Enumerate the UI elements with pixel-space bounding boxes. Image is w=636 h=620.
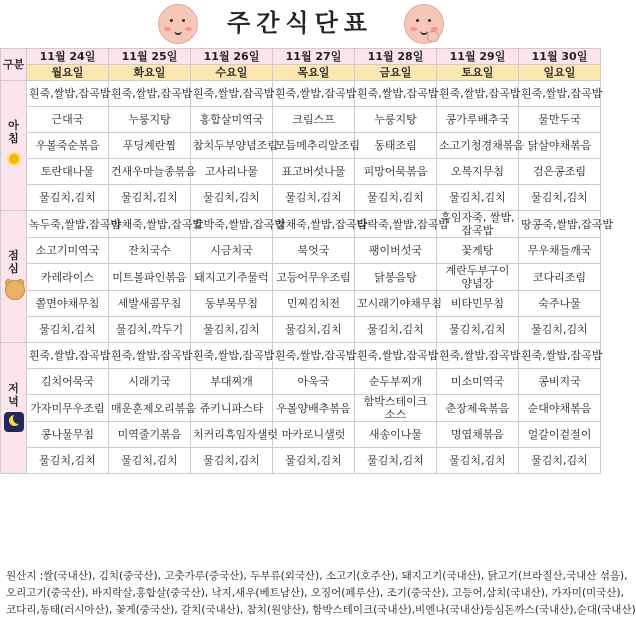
menu-cell: 물김치,김치 xyxy=(437,317,519,343)
menu-cell: 얼갈이겉절이 xyxy=(519,422,601,448)
menu-cell: 함박스테이크 소스 xyxy=(355,395,437,422)
menu-cell: 물김치,김치 xyxy=(27,317,109,343)
menu-row xyxy=(1,369,601,395)
menu-cell: 오복지무침 xyxy=(437,159,519,185)
weekly-menu-table xyxy=(0,48,614,474)
menu-cell: 쫄면야채무침 xyxy=(27,291,109,317)
menu-cell: 고사리나물 xyxy=(191,159,273,185)
menu-cell: 물김치,김치 xyxy=(355,185,437,211)
meal-label-cell xyxy=(1,81,27,211)
menu-cell: 홍합살미역국 xyxy=(191,107,273,133)
menu-cell: 물만두국 xyxy=(519,107,601,133)
menu-cell: 참치두부양념조림 xyxy=(191,133,273,159)
menu-cell: 매운훈제오리볶음 xyxy=(109,395,191,422)
menu-cell: 팽이버섯국 xyxy=(355,238,437,264)
menu-cell: 물김치,깍두기 xyxy=(109,317,191,343)
menu-cell: 물김치,김치 xyxy=(355,448,437,474)
menu-cell: 청채죽,쌀밥,잡곡밥 xyxy=(273,211,355,238)
menu-cell: 물김치,김치 xyxy=(191,448,273,474)
menu-cell: 토란대나물 xyxy=(27,159,109,185)
menu-cell: 물김치,김치 xyxy=(273,448,355,474)
weekday-header: 수요일 xyxy=(191,65,273,81)
meal-label-cell xyxy=(1,211,27,343)
menu-cell: 숙주나물 xyxy=(519,291,601,317)
weekday-header-row xyxy=(1,65,601,81)
menu-cell: 타락죽,쌀밥,잡곡밥 xyxy=(355,211,437,238)
menu-row xyxy=(1,185,601,211)
weekday-header: 월요일 xyxy=(27,65,109,81)
menu-cell: 순대야채볶음 xyxy=(519,395,601,422)
menu-cell: 흰죽,쌀밥,잡곡밥 xyxy=(273,343,355,369)
menu-cell: 흰죽,쌀밥,잡곡밥 xyxy=(355,81,437,107)
menu-cell: 야채죽,쌀밥,잡곡밥 xyxy=(109,211,191,238)
menu-cell: 흰죽,쌀밥,잡곡밥 xyxy=(519,81,601,107)
menu-cell: 순두부찌개 xyxy=(355,369,437,395)
date-header: 11월 29일 xyxy=(437,49,519,65)
meal-label-cell xyxy=(1,343,27,474)
menu-row xyxy=(1,159,601,185)
menu-cell: 시래기국 xyxy=(109,369,191,395)
menu-cell: 민찌김치전 xyxy=(273,291,355,317)
menu-cell: 부대찌개 xyxy=(191,369,273,395)
menu-cell: 표고버섯나물 xyxy=(273,159,355,185)
apeach-thinking-icon xyxy=(404,4,444,44)
menu-row xyxy=(1,107,601,133)
menu-cell: 모듬메추리알조림 xyxy=(273,133,355,159)
menu-cell: 흰죽,쌀밥,잡곡밥 xyxy=(109,81,191,107)
moon-icon xyxy=(4,412,24,432)
menu-cell: 콩가루배추국 xyxy=(437,107,519,133)
menu-cell: 잔치국수 xyxy=(109,238,191,264)
menu-cell: 물김치,김치 xyxy=(273,185,355,211)
menu-cell: 흰죽,쌀밥,잡곡밥 xyxy=(355,343,437,369)
weekday-header: 목요일 xyxy=(273,65,355,81)
corner-label: 구분 xyxy=(1,49,27,81)
menu-cell: 물김치,김치 xyxy=(191,185,273,211)
menu-cell: 물김치,김치 xyxy=(519,448,601,474)
weekday-header: 금요일 xyxy=(355,65,437,81)
date-header: 11월 28일 xyxy=(355,49,437,65)
menu-cell: 우볼죽순볶음 xyxy=(27,133,109,159)
menu-cell: 우볼양배추볶음 xyxy=(273,395,355,422)
menu-cell: 콩나물무침 xyxy=(27,422,109,448)
menu-cell: 김치어묵국 xyxy=(27,369,109,395)
menu-cell: 물김치,김치 xyxy=(437,448,519,474)
menu-cell: 고등어무우조림 xyxy=(273,264,355,291)
menu-row xyxy=(1,291,601,317)
menu-row xyxy=(1,395,601,422)
menu-row xyxy=(1,317,601,343)
menu-cell: 동부묵무침 xyxy=(191,291,273,317)
menu-cell: 물김치,김치 xyxy=(109,185,191,211)
menu-row xyxy=(1,81,601,107)
menu-cell: 물김치,김치 xyxy=(191,317,273,343)
menu-cell: 근대국 xyxy=(27,107,109,133)
menu-cell: 물김치,김치 xyxy=(355,317,437,343)
date-header: 11월 27일 xyxy=(273,49,355,65)
menu-cell: 소고기청경채볶음 xyxy=(437,133,519,159)
menu-cell: 푸딩계란찜 xyxy=(109,133,191,159)
meal-label: 저녁 xyxy=(8,381,19,408)
menu-cell: 미소미역국 xyxy=(437,369,519,395)
menu-cell: 소고기미역국 xyxy=(27,238,109,264)
origin-line: 오리고기(중국산), 바지락살,홍합살(중국산), 낙지,새우(베트남산), 오징어(페루산), 조기(중국산), 고등어,삼치(국내산), 가자미(미국산), xyxy=(6,587,624,599)
menu-cell: 새송이나물 xyxy=(355,422,437,448)
menu-cell: 세발새콤무침 xyxy=(109,291,191,317)
date-header-row xyxy=(1,49,601,65)
date-header: 11월 30일 xyxy=(519,49,601,65)
menu-cell: 누룽지탕 xyxy=(355,107,437,133)
date-header: 11월 24일 xyxy=(27,49,109,65)
menu-cell: 아욱국 xyxy=(273,369,355,395)
menu-cell: 흰죽,쌀밥,잡곡밥 xyxy=(191,81,273,107)
menu-cell: 물김치,김치 xyxy=(27,185,109,211)
menu-cell: 미트볼파인볶음 xyxy=(109,264,191,291)
menu-cell: 녹두죽,쌀밥,잡곡밥 xyxy=(27,211,109,238)
menu-cell: 흰죽,쌀밥,잡곡밥 xyxy=(109,343,191,369)
origin-line: 원산지 :쌀(국내산), 김치(중국산), 고춧가루(중국산), 두부류(외국산), 소고기(호주산), 돼지고기(국내산), 닭고기(브라질산,국내산 섞음), xyxy=(6,570,628,582)
menu-cell: 흰죽,쌀밥,잡곡밥 xyxy=(273,81,355,107)
menu-cell: 명엽채볶음 xyxy=(437,422,519,448)
menu-cell: 흰죽,쌀밥,잡곡밥 xyxy=(437,81,519,107)
date-header: 11월 25일 xyxy=(109,49,191,65)
menu-cell: 코다리조림 xyxy=(519,264,601,291)
menu-cell: 크림스프 xyxy=(273,107,355,133)
menu-row xyxy=(1,422,601,448)
menu-cell: 물김치,김치 xyxy=(109,448,191,474)
menu-cell: 흰죽,쌀밥,잡곡밥 xyxy=(27,343,109,369)
menu-cell: 물김치,김치 xyxy=(27,448,109,474)
menu-cell: 닭봉음탕 xyxy=(355,264,437,291)
menu-cell: 쥬키니파스타 xyxy=(191,395,273,422)
sun-icon xyxy=(4,149,24,169)
menu-cell: 북엇국 xyxy=(273,238,355,264)
weekday-header: 토요일 xyxy=(437,65,519,81)
menu-cell: 동태조림 xyxy=(355,133,437,159)
menu-cell: 물김치,김치 xyxy=(437,185,519,211)
meal-label: 아침 xyxy=(8,119,19,145)
menu-row xyxy=(1,211,601,238)
menu-cell: 춘장제육볶음 xyxy=(437,395,519,422)
menu-cell: 무우채들깨국 xyxy=(519,238,601,264)
menu-cell: 피망어묵볶음 xyxy=(355,159,437,185)
menu-row xyxy=(1,343,601,369)
menu-cell: 돼지고기주물럭 xyxy=(191,264,273,291)
menu-cell: 땅콩죽,쌀밥,잡곡밥 xyxy=(519,211,601,238)
menu-cell: 흰죽,쌀밥,잡곡밥 xyxy=(437,343,519,369)
menu-cell: 꼬시래기야채무침 xyxy=(355,291,437,317)
apeach-face-icon xyxy=(158,4,198,44)
menu-row xyxy=(1,238,601,264)
menu-cell: 시금치국 xyxy=(191,238,273,264)
menu-cell: 콩비지국 xyxy=(519,369,601,395)
weekday-header: 일요일 xyxy=(519,65,601,81)
menu-cell: 닭살야채볶음 xyxy=(519,133,601,159)
menu-cell: 가자미무우조림 xyxy=(27,395,109,422)
menu-cell: 계란두부구이 양념장 xyxy=(437,264,519,291)
menu-cell: 흰죽,쌀밥,잡곡밥 xyxy=(27,81,109,107)
menu-cell: 호박죽,쌀밥,잡곡밥 xyxy=(191,211,273,238)
menu-cell: 마카로니샐럿 xyxy=(273,422,355,448)
menu-cell: 건새우마늘종볶음 xyxy=(109,159,191,185)
menu-cell: 흰죽,쌀밥,잡곡밥 xyxy=(191,343,273,369)
menu-cell: 비타민무침 xyxy=(437,291,519,317)
menu-row xyxy=(1,133,601,159)
menu-cell: 꽃게탕 xyxy=(437,238,519,264)
menu-cell: 흑임자죽, 쌀밥,잡곡밥 xyxy=(437,211,519,238)
menu-cell: 물김치,김치 xyxy=(519,317,601,343)
menu-cell: 누룽지탕 xyxy=(109,107,191,133)
menu-cell: 검은콩조림 xyxy=(519,159,601,185)
menu-cell: 미역줄기볶음 xyxy=(109,422,191,448)
weekday-header: 화요일 xyxy=(109,65,191,81)
menu-cell: 치커리흑임자샐럿 xyxy=(191,422,273,448)
date-header: 11월 26일 xyxy=(191,49,273,65)
menu-row xyxy=(1,448,601,474)
page-title: 주간식단표 xyxy=(227,9,373,37)
menu-cell: 물김치,김치 xyxy=(519,185,601,211)
page-header xyxy=(0,0,600,48)
menu-row xyxy=(1,264,601,291)
ryan-icon xyxy=(4,279,24,301)
menu-cell: 물김치,김치 xyxy=(273,317,355,343)
origin-line: 코다리,동태(러시아산), 꽃게(중국산), 갈치(국내산), 참치(원양산), 함박스테이크(국내산),비엔나(국내산)등심돈까스(국내산),순대(국내산) xyxy=(6,604,636,616)
menu-cell: 카레라이스 xyxy=(27,264,109,291)
origin-notice xyxy=(6,568,636,619)
meal-label: 점심 xyxy=(8,249,19,275)
menu-cell: 흰죽,쌀밥,잡곡밥 xyxy=(519,343,601,369)
